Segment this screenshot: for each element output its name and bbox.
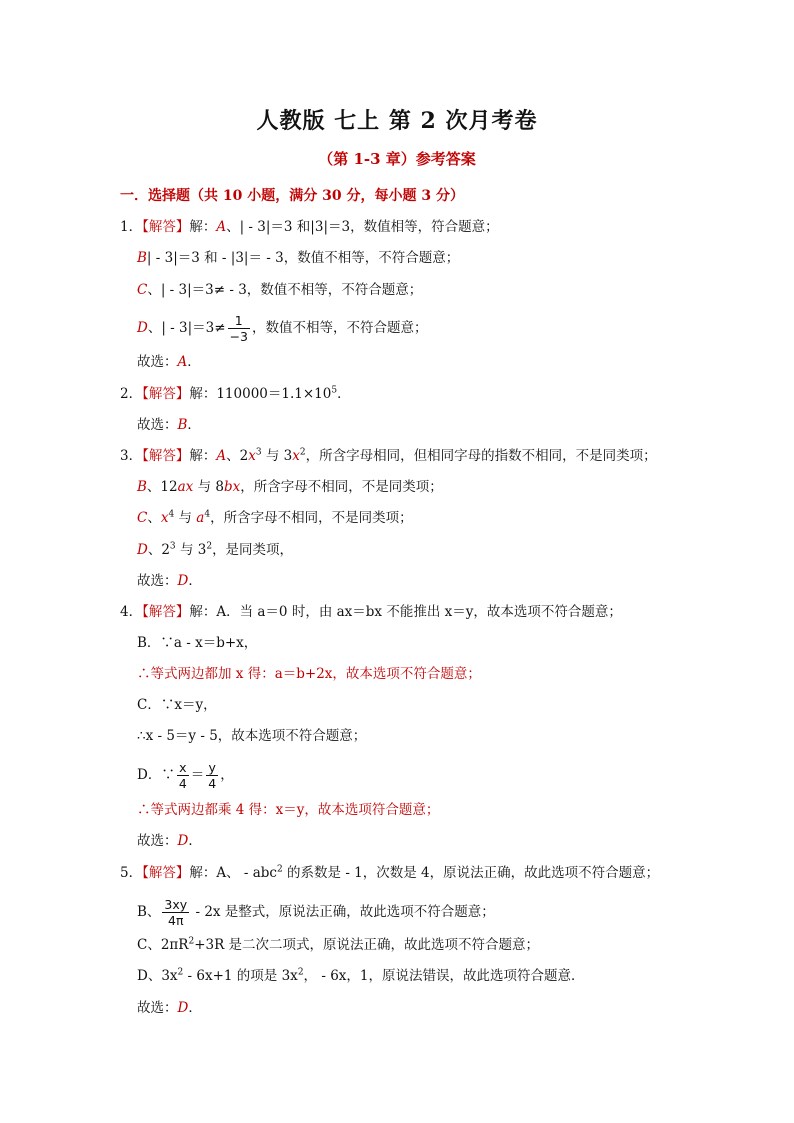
option-text: B、: [137, 904, 161, 920]
q1-answer: [137, 352, 201, 372]
option-text: 、| - 3|＝3 和|3|＝3，数值相等，符合题意；: [226, 219, 499, 235]
option-letter: C: [137, 510, 148, 526]
answer-label: 故选：: [137, 354, 178, 370]
answer-tag: 【解答】: [142, 219, 190, 235]
variable: x: [292, 448, 300, 464]
option-text: ，是同类项，: [212, 542, 294, 558]
exponent: 5: [331, 385, 338, 396]
answer-tag: 【解答】: [142, 386, 190, 402]
variable: bx: [223, 479, 241, 495]
exponent: 2: [297, 967, 304, 978]
q4-line-5: ∴x - 5＝y - 5，故本选项不符合题意；: [137, 728, 367, 744]
question-number: 1．: [120, 219, 143, 235]
option-letter: B: [137, 250, 147, 266]
fraction-denominator: 4: [178, 776, 187, 791]
answer-label: 故选：: [137, 833, 178, 849]
answer-label: 故选：: [137, 417, 178, 433]
exponent: 2: [299, 447, 306, 458]
exponent: 3: [169, 541, 176, 552]
fraction-numerator: 1: [228, 313, 250, 329]
option-text: ，所含字母不相同，不是同类项；: [240, 479, 443, 495]
exponent: 4: [204, 509, 211, 520]
question-number: 2．: [120, 386, 143, 402]
q4-line-3: ∴等式两边都加 x 得：a＝b+2x，故本选项不符合题意；: [137, 666, 481, 682]
option-text: | - 3|＝3 和 - |3|＝ - 3，数值不相等，不符合题意；: [146, 250, 460, 266]
option-text: 解：A、 - abc: [189, 865, 277, 881]
fraction: [177, 760, 189, 791]
q3-line-b: [137, 477, 443, 497]
q1-line-c: [137, 280, 422, 300]
option-text: - 6x+1 的项是 3x: [183, 968, 298, 984]
jie-label: 解：: [189, 219, 217, 235]
exponent: 2: [206, 541, 213, 552]
answer-period: ．: [187, 354, 201, 370]
q2-answer: [137, 415, 201, 435]
jie-label: 解：: [189, 448, 217, 464]
question-number: 4．: [120, 604, 143, 620]
q1-line-d: [137, 313, 428, 344]
q4-line-7: ∴等式两边都乘 4 得：x＝y，故本选项符合题意；: [137, 802, 440, 818]
option-text: 与 8: [193, 479, 224, 495]
option-text: - 2x 是整式，原说法正确，故此选项不符合题意；: [191, 904, 495, 920]
option-text: C、2πR: [137, 937, 189, 953]
answer-letter: B: [177, 417, 188, 433]
q3-answer: [137, 571, 202, 591]
q3-line-c: [137, 508, 413, 528]
fraction-denominator: −3: [229, 329, 248, 344]
q5-line-c: [137, 935, 539, 955]
option-letter: B: [137, 479, 147, 495]
q1-line-b: [137, 248, 459, 268]
option-text: ，所含字母不相同，不是同类项；: [210, 510, 413, 526]
fraction-denominator: 4: [208, 776, 217, 791]
fraction-numerator: 3xy: [164, 897, 188, 912]
q2-line: [120, 384, 351, 404]
fraction: [206, 760, 218, 791]
option-text: D、3x: [137, 968, 178, 984]
exponent: 2: [277, 864, 283, 875]
option-text: +3R 是二次二项式，原说法正确，故此选项不符合题意；: [194, 937, 540, 953]
answer-text: ．: [337, 386, 351, 402]
option-text: ，数值不相等，不符合题意；: [252, 320, 428, 336]
option-text: ，所含字母相同，但相同字母的指数不相同，不是同类项；: [305, 448, 657, 464]
q5-line-a: [120, 863, 659, 883]
q4-line-6: [137, 760, 234, 791]
fraction-numerator: y: [206, 760, 218, 776]
q4-line-2: B．∵a - x＝b+x，: [137, 635, 258, 651]
fraction-denominator: 4π: [168, 913, 184, 928]
answer-label: 故选：: [137, 573, 178, 589]
option-text: 与: [174, 510, 197, 526]
answer-period: ．: [188, 1000, 202, 1016]
variable: x: [248, 448, 256, 464]
solution-text: 解：A．当 a＝0 时，由 ax＝bx 不能推出 x＝y，故本选项不符合题意；: [189, 604, 622, 620]
option-text: 、2: [147, 542, 170, 558]
option-text: 、2: [226, 448, 249, 464]
option-text: 的系数是 - 1，次数是 4，原说法正确，故此选项不符合题意；: [282, 865, 660, 881]
answer-tag: 【解答】: [142, 865, 190, 881]
q3-line-a: [120, 446, 657, 466]
option-letter: A: [216, 448, 227, 464]
solution-text: ，: [220, 767, 234, 783]
option-text: 、: [147, 510, 161, 526]
exponent: 4: [168, 509, 175, 520]
option-text: ， - 6x，1，原说法错误，故此选项符合题意．: [303, 968, 585, 984]
answer-label: 故选：: [137, 1000, 178, 1016]
answer-period: ．: [188, 573, 202, 589]
option-text: 、| - 3|＝3≠ - 3，数值不相等，不符合题意；: [147, 282, 423, 298]
option-letter: C: [137, 282, 148, 298]
exponent: 3: [255, 447, 262, 458]
option-text: 、| - 3|＝3≠: [147, 320, 226, 336]
answer-letter: A: [177, 354, 188, 370]
option-text: 与 3: [261, 448, 293, 464]
fraction: [162, 897, 189, 928]
page-title: 人教版 七上 第 2 次月考卷: [256, 108, 538, 134]
q5-line-d: [137, 966, 584, 986]
exponent: 2: [188, 936, 195, 947]
q3-line-d: [137, 540, 293, 560]
answer-period: ．: [187, 417, 201, 433]
fraction: [228, 313, 250, 344]
option-letter: A: [216, 219, 227, 235]
question-number: 5．: [120, 865, 143, 881]
answer-period: ．: [188, 833, 202, 849]
answer-tag: 【解答】: [142, 448, 190, 464]
exponent: 2: [177, 967, 184, 978]
equals-sign: ＝: [190, 767, 205, 783]
option-text: 与 3: [175, 542, 207, 558]
q1-line-a: [120, 217, 499, 237]
question-number: 3．: [120, 448, 143, 464]
variable: x: [160, 510, 169, 526]
solution-text: D．∵: [137, 767, 175, 783]
section-heading: 一．选择题（共 10 小题，满分 30 分，每小题 3 分）: [120, 188, 464, 204]
answer-tag: 【解答】: [142, 604, 190, 620]
option-text: 、12: [146, 479, 178, 495]
variable: a: [196, 510, 205, 526]
q4-line-4: C．∵x＝y，: [137, 697, 217, 713]
option-letter: D: [137, 542, 148, 558]
q4-answer: [137, 831, 202, 851]
option-letter: D: [137, 320, 148, 336]
page-subtitle: （第 1-3 章）参考答案: [318, 150, 476, 168]
fraction-numerator: x: [177, 760, 189, 776]
q5-answer: [137, 998, 202, 1018]
answer-letter: D: [177, 1000, 189, 1016]
answer-letter: D: [177, 573, 189, 589]
answer-text: 解：110000＝1.1×10: [189, 386, 332, 402]
q5-line-b: [137, 897, 495, 928]
answer-letter: D: [177, 833, 189, 849]
variable: ax: [177, 479, 194, 495]
q4-line-1: [120, 602, 622, 622]
